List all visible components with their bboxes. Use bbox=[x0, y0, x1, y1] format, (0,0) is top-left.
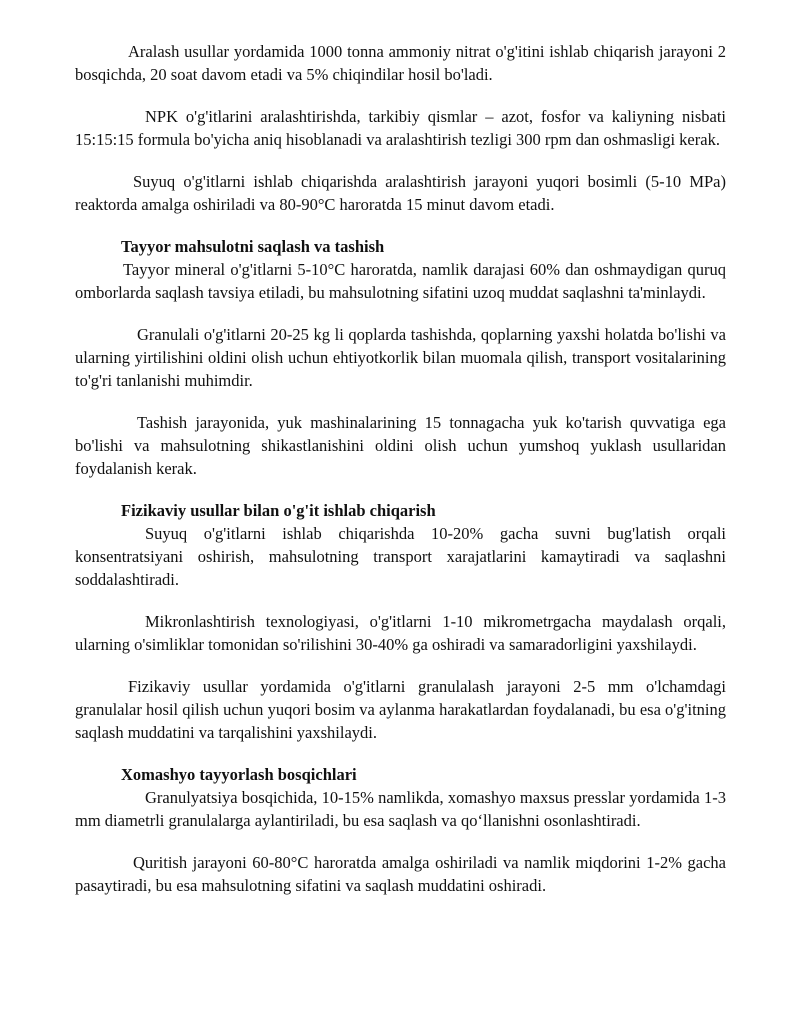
paragraph-drying: Quritish jarayoni 60-80°C haroratda amalga oshiriladi va namlik miqdorini 1-2% gacha pasaytiradi, bu esa mahsulotning sifatini va saqlash muddatini oshiradi. bbox=[75, 853, 726, 895]
paragraph-granulation-physical: Fizikaviy usullar yordamida o'g'itlarni granulalash jarayoni 2-5 mm o'lchamdagi granulalar hosil qilish uchun yuqori bosim va aylanma harakatlardan foydalanadi, bu esa o'g'itning saqlash muddatini va tarqalishini yaxshilaydi. bbox=[75, 677, 726, 742]
paragraph-granular-transport: Granulali o'g'itlarni 20-25 kg li qoplarda tashishda, qoplarning yaxshi holatda bo'lishi va ularning yirtilishini oldini olish uchun ehtiyotkorlik bilan muomala qilish, transport vositalarining to'g'ri tanlanishi muhimdir. bbox=[75, 325, 726, 390]
section-heading-raw-material-stages: Xomashyo tayyorlash bosqichlari bbox=[121, 765, 357, 784]
paragraph-liquid-fertilizer-mixing: Suyuq o'g'itlarni ishlab chiqarishda aralashtirish jarayoni yuqori bosimli (5-10 MPa) reaktorda amalga oshiriladi va 80-90°C haroratda 15 minut davom etadi. bbox=[75, 172, 726, 214]
paragraph-truck-transport: Tashish jarayonida, yuk mashinalarining 15 tonnagacha yuk ko'tarish quvvatiga ega bo'lishi va mahsulotning shikastlanishini oldini olish uchun yumshoq yuklash usullaridan foydalanish kerak. bbox=[75, 413, 726, 478]
paragraph-micronization: Mikronlashtirish texnologiyasi, o'g'itlarni 1-10 mikrometrgacha maydalash orqali, ularning o'simliklar tomonidan so'rilishini 30-40% ga oshiradi va samaradorligini yaxshilaydi. bbox=[75, 612, 726, 654]
section-heading-physical-methods: Fizikaviy usullar bilan o'g'it ishlab chiqarish bbox=[121, 501, 436, 520]
paragraph-granulation-stage: Granulyatsiya bosqichida, 10-15% namlikda, xomashyo maxsus presslar yordamida 1-3 mm diametrli granulalarga aylantiriladi, bu esa saqlash va qo‘llanishni osonlashtiradi. bbox=[75, 788, 726, 830]
paragraph-ammonium-nitrate: Aralash usullar yordamida 1000 tonna ammoniy nitrat o'g'itini ishlab chiqarish jarayoni 2 bosqichda, 20 soat davom etadi va 5% chiqindilar hosil bo'ladi. bbox=[75, 42, 726, 84]
paragraph-npk-mixing: NPK o'g'itlarini aralashtirishda, tarkibiy qismlar – azot, fosfor va kaliyning nisbati 15:15:15 formula bo'yicha aniq hisoblanadi va aralashtirish tezligi 300 rpm dan oshmasligi kerak. bbox=[75, 107, 726, 149]
paragraph-storage-conditions: Tayyor mineral o'g'itlarni 5-10°C haroratda, namlik darajasi 60% dan oshmaydigan quruq omborlarda saqlash tavsiya etiladi, bu mahsulotning sifatini uzoq muddat saqlashni ta'minlaydi. bbox=[75, 260, 726, 302]
section-heading-storage-transport: Tayyor mahsulotni saqlash va tashish bbox=[121, 237, 385, 256]
document-page bbox=[75, 40, 726, 897]
paragraph-evaporation: Suyuq o'g'itlarni ishlab chiqarishda 10-20% gacha suvni bug'latish orqali konsentratsiyani oshirish, mahsulotning transport xarajatlarini kamaytiradi va saqlashni soddalashtiradi. bbox=[75, 524, 726, 589]
